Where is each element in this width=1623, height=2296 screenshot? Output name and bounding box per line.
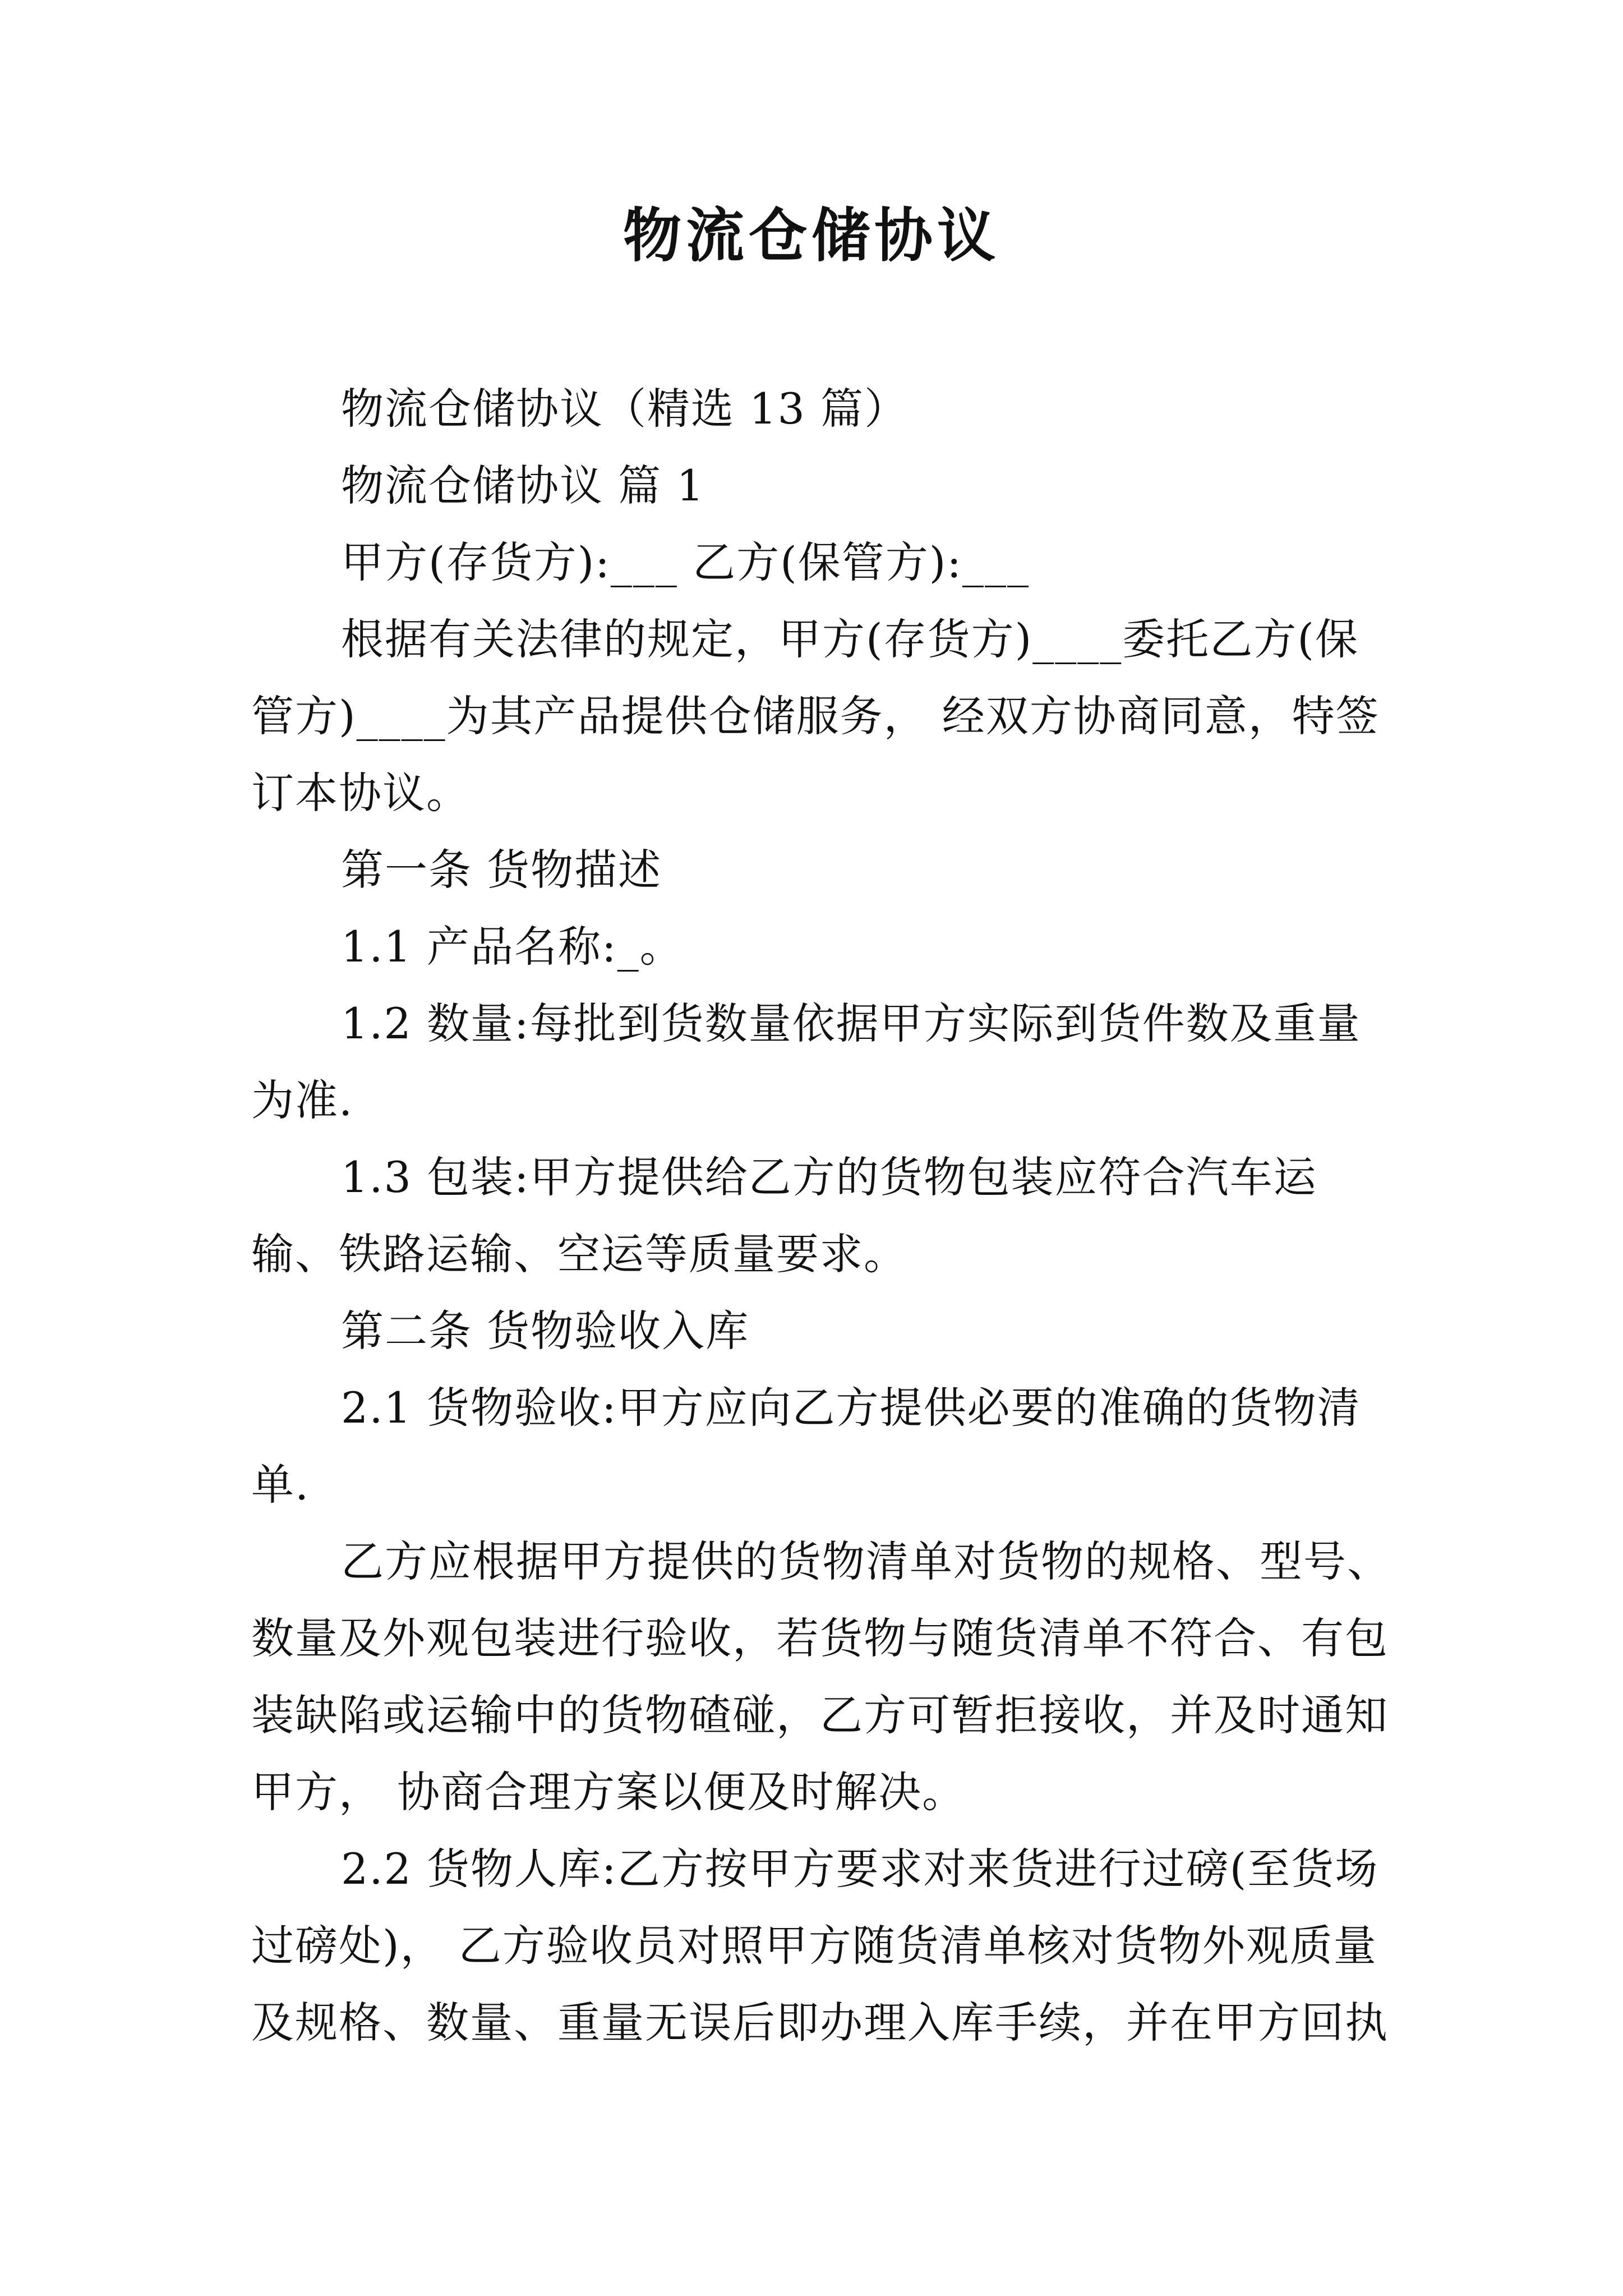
paragraph-inspection-details: 乙方应根据甲方提供的货物清单对货物的规格、型号、数量及外观包装进行验收，若货物与随货清单不符合、有包装缺陷或运输中的货物碴碰，乙方可暂拒接收，并及时通知甲方， 协商合理方案以便及时解决。 (251, 1536, 1391, 1817)
paragraph-article-2-heading: 第二条 货物验收入库 (341, 1306, 750, 1356)
paragraph-clause-2-2: 2.2 货物人库:乙方按甲方要求对来货进行过磅(至货场过磅处)， 乙方验收员对照甲方随货清单核对货物外观质量及规格、数量、重量无误后即办理入库手续，并在甲方回执 (251, 1844, 1389, 2047)
document-title: 物流仓储协议 (623, 201, 1000, 270)
paragraph-subtitle: 物流仓储协议（精选 13 篇） (341, 384, 909, 434)
paragraph-clause-1-2: 1.2 数量:每批到货数量依据甲方实际到货件数及重量为准. (251, 999, 1361, 1125)
paragraph-clause-2-1: 2.1 货物验收:甲方应向乙方提供必要的准确的货物清单. (251, 1383, 1361, 1510)
paragraph-clause-1-1: 1.1 产品名称:_。 (341, 922, 684, 972)
paragraph-parties: 甲方(存货方):___ 乙方(保管方):___ (341, 537, 1030, 587)
paragraph-article-1-heading: 第一条 货物描述 (341, 845, 662, 895)
paragraph-clause-1-3: 1.3 包装:甲方提供给乙方的货物包装应符合汽车运输、铁路运输、空运等质量要求。 (251, 1152, 1317, 1279)
document-body (251, 370, 1398, 2061)
paragraph-preamble: 根据有关法律的规定，甲方(存货方)____委托乙方(保管方)____为其产品提供仓储服务， 经双方协商同意，特签订本协议。 (251, 614, 1380, 818)
paragraph-section-heading: 物流仓储协议 篇 1 (341, 461, 705, 510)
